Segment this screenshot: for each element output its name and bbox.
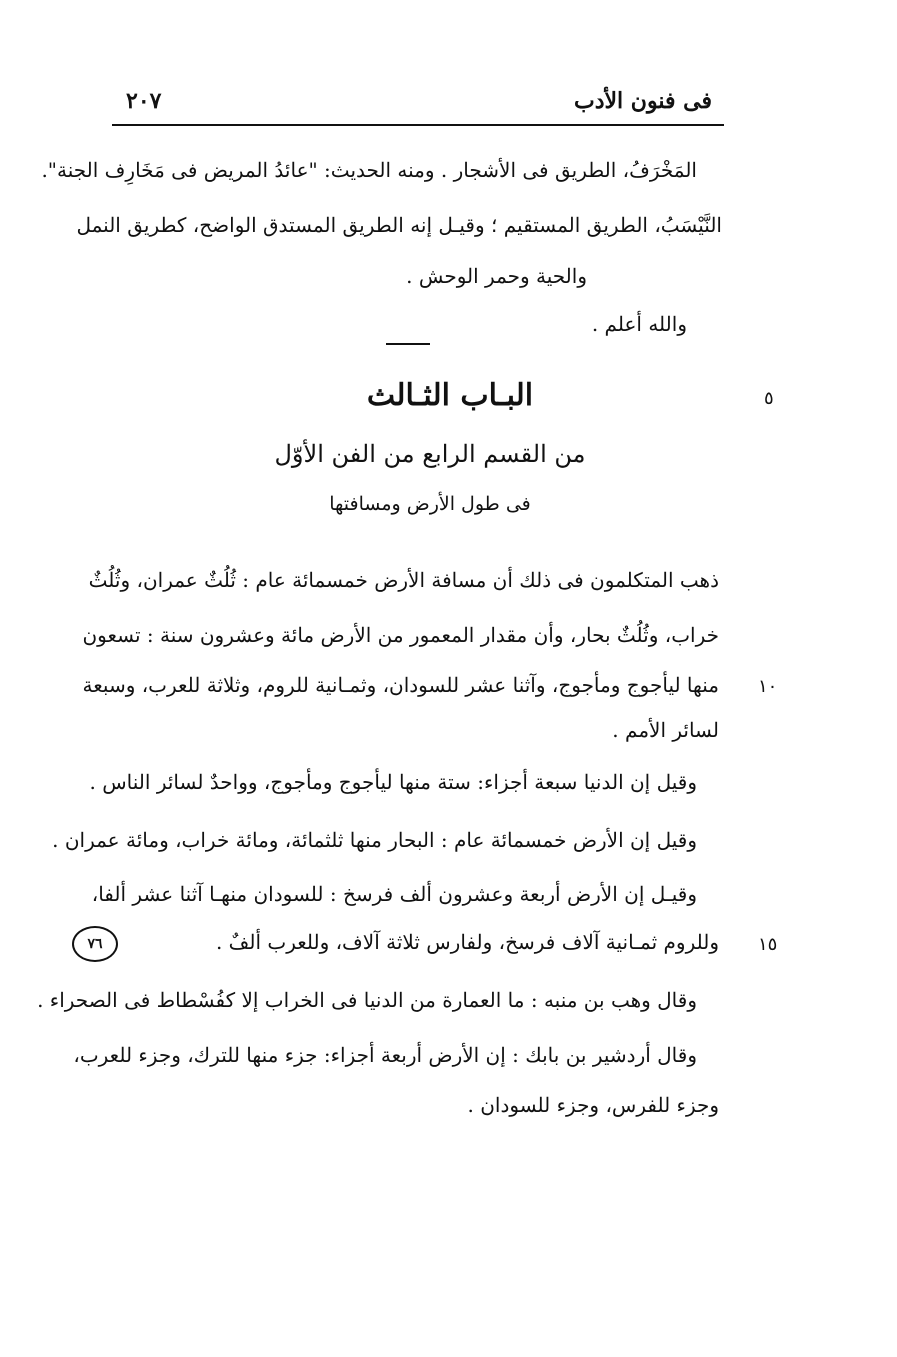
text-line: خراب، وثُلُثٌ بحار، وأن مقدار المعمور من الأرض مائة وعشرون سنة : تسعون xyxy=(82,623,719,647)
line-number: ١٥ xyxy=(758,934,778,955)
line-number: ٥ xyxy=(764,388,774,409)
text-line: وقيـل إن الأرض أربعة وعشرون ألف فرسخ : للسودان منهـا آثنا عشر ألفا، xyxy=(91,882,697,906)
text-line: لسائر الأمم . xyxy=(612,718,719,742)
text-line: وقال أردشير بن بابك : إن الأرض أربعة أجزاء: جزء منها للترك، وجزء للعرب، xyxy=(73,1043,697,1067)
section-divider xyxy=(386,343,430,345)
chapter-subtitle: من القسم الرابع من الفن الأوّل xyxy=(274,440,586,468)
text-line: وجزء للفرس، وجزء للسودان . xyxy=(467,1093,719,1117)
page-header xyxy=(112,82,724,126)
text-line: ذهب المتكلمون فى ذلك أن مسافة الأرض خمسمائة عام : ثُلُثٌ عمران، وثُلُثٌ xyxy=(88,568,719,592)
text-line: المَخْرَفُ، الطريق فى الأشجار . ومنه الحديث: "عائدُ المريض فى مَخَارِف الجنة". xyxy=(41,158,697,182)
page-number: ٢٠٧ xyxy=(126,88,162,114)
chapter-title: البـاب الثـالث xyxy=(366,378,534,413)
chapter-topic: فى طول الأرض ومسافتها xyxy=(329,493,531,515)
text-line: والله أعلم . xyxy=(591,312,687,336)
running-title: فى فنون الأدب xyxy=(573,88,712,114)
text-line: وقال وهب بن منبه : ما العمارة من الدنيا فى الخراب إلا كفُسْطاط فى الصحراء . xyxy=(37,988,697,1012)
text-line: وقيل إن الأرض خمسمائة عام : البحار منها ثلثمائة، ومائة خراب، ومائة عمران . xyxy=(52,828,697,852)
text-line: النَّيْسَبُ، الطريق المستقيم ؛ وقيـل إنه الطريق المستدق الواضح، كطريق النمل xyxy=(76,213,722,237)
folio-stamp: ٧٦ xyxy=(72,926,118,962)
text-line: منها ليأجوج ومأجوج، وآثنا عشر للسودان، وثمـانية للروم، وثلاثة للعرب، وسبعة xyxy=(82,673,719,697)
text-line: والحية وحمر الوحش . xyxy=(406,264,587,288)
line-number: ١٠ xyxy=(758,676,778,697)
text-line: وللروم ثمـانية آلاف فرسخ، ولفارس ثلاثة آلاف، وللعرب ألفٌ . xyxy=(215,930,719,954)
text-line: وقيل إن الدنيا سبعة أجزاء: ستة منها ليأجوج ومأجوج، وواحدٌ لسائر الناس . xyxy=(89,770,697,794)
